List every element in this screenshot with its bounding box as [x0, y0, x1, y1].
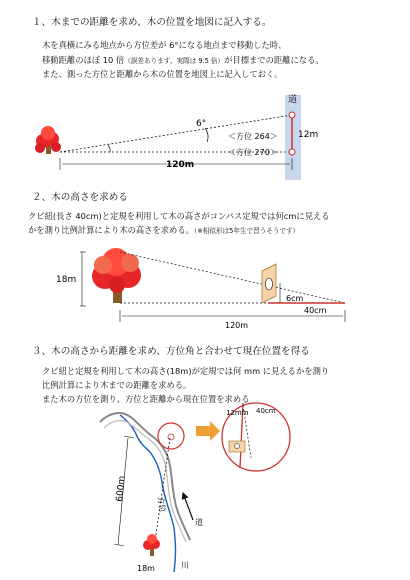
sec1-diagram	[35, 93, 318, 180]
cord-40cm: 40cm	[304, 306, 327, 315]
river-label: 川	[181, 561, 189, 570]
angle-arc-top	[205, 128, 208, 142]
sec1-heading: １、木までの距離を求め、木の位置を地図に記入する。	[32, 17, 272, 28]
angle-label: 6°	[196, 119, 207, 129]
point-b	[289, 149, 295, 155]
sec1-line3: また、測った方位と距離から木の位置を地図上に記入しておく。	[42, 69, 283, 79]
sec3-diagram	[100, 403, 290, 573]
ruler-6cm: 6cm	[286, 294, 304, 303]
ruler-hole	[266, 278, 273, 290]
tree-icon	[35, 126, 61, 154]
height-18m-c: 18m	[137, 564, 155, 573]
sec2-diagram	[56, 246, 345, 330]
distance-120m: 120m	[166, 160, 195, 170]
road-label: 道	[288, 95, 298, 105]
point-a	[289, 112, 295, 118]
zoom-12mm: 12mm	[226, 409, 249, 417]
road-arrow-icon	[183, 493, 193, 520]
zoom-40cm: 40cm	[256, 407, 276, 415]
sec2-line2b: （※相似形は5年生で習うそうです）	[193, 227, 300, 235]
bearing-label: 方位	[155, 495, 168, 514]
sec2-line2a: かを測り比例計算により木の高さを求める。	[28, 225, 194, 235]
distance-600m: 600m	[115, 475, 128, 503]
sec1-line2a: 移動距離のほぼ 10 倍	[42, 55, 125, 65]
sec3-line1: クビ紐と定規を利用して木の高さ(18m)が定規では何 mm に見えるかを測り	[42, 366, 330, 376]
move-12m: 12m	[298, 130, 319, 140]
sec2-heading: ２、木の高さを求める	[32, 192, 128, 203]
sec2-line1: クビ紐(長さ 40cm)と定規を利用して木の高さがコンパス定規では何cmに見える	[28, 211, 330, 221]
sec3-line2: 比例計算により木までの距離を求める。	[42, 380, 192, 390]
sec1-line1: 木を真横にみる地点から方位差が 6°になる地点まで移動した時、	[42, 40, 287, 50]
sec3-heading: ３、木の高さから距離を求め、方位角と合わせて現在位置を得る	[32, 346, 310, 357]
angle-arc-bottom	[108, 145, 110, 152]
road-label-3: 道	[195, 518, 203, 527]
zoom-arrow-icon	[196, 421, 220, 441]
sec3-line3: また木の方位を測り、方位と距離から現在位置を求める	[42, 394, 250, 404]
distance-120m-b: 120m	[225, 321, 249, 330]
small-tree-icon	[143, 534, 160, 556]
height-18m: 18m	[56, 275, 77, 285]
bearing-270: ＜方位 270＞	[228, 148, 278, 157]
sec1-line2b: （誤差あります、実際は 9.5 倍）	[124, 57, 225, 65]
sec1-line2c: が目標までの距離になる。	[224, 55, 324, 65]
position-dot	[168, 434, 174, 440]
bearing-264: ＜方位 264＞	[228, 132, 278, 141]
